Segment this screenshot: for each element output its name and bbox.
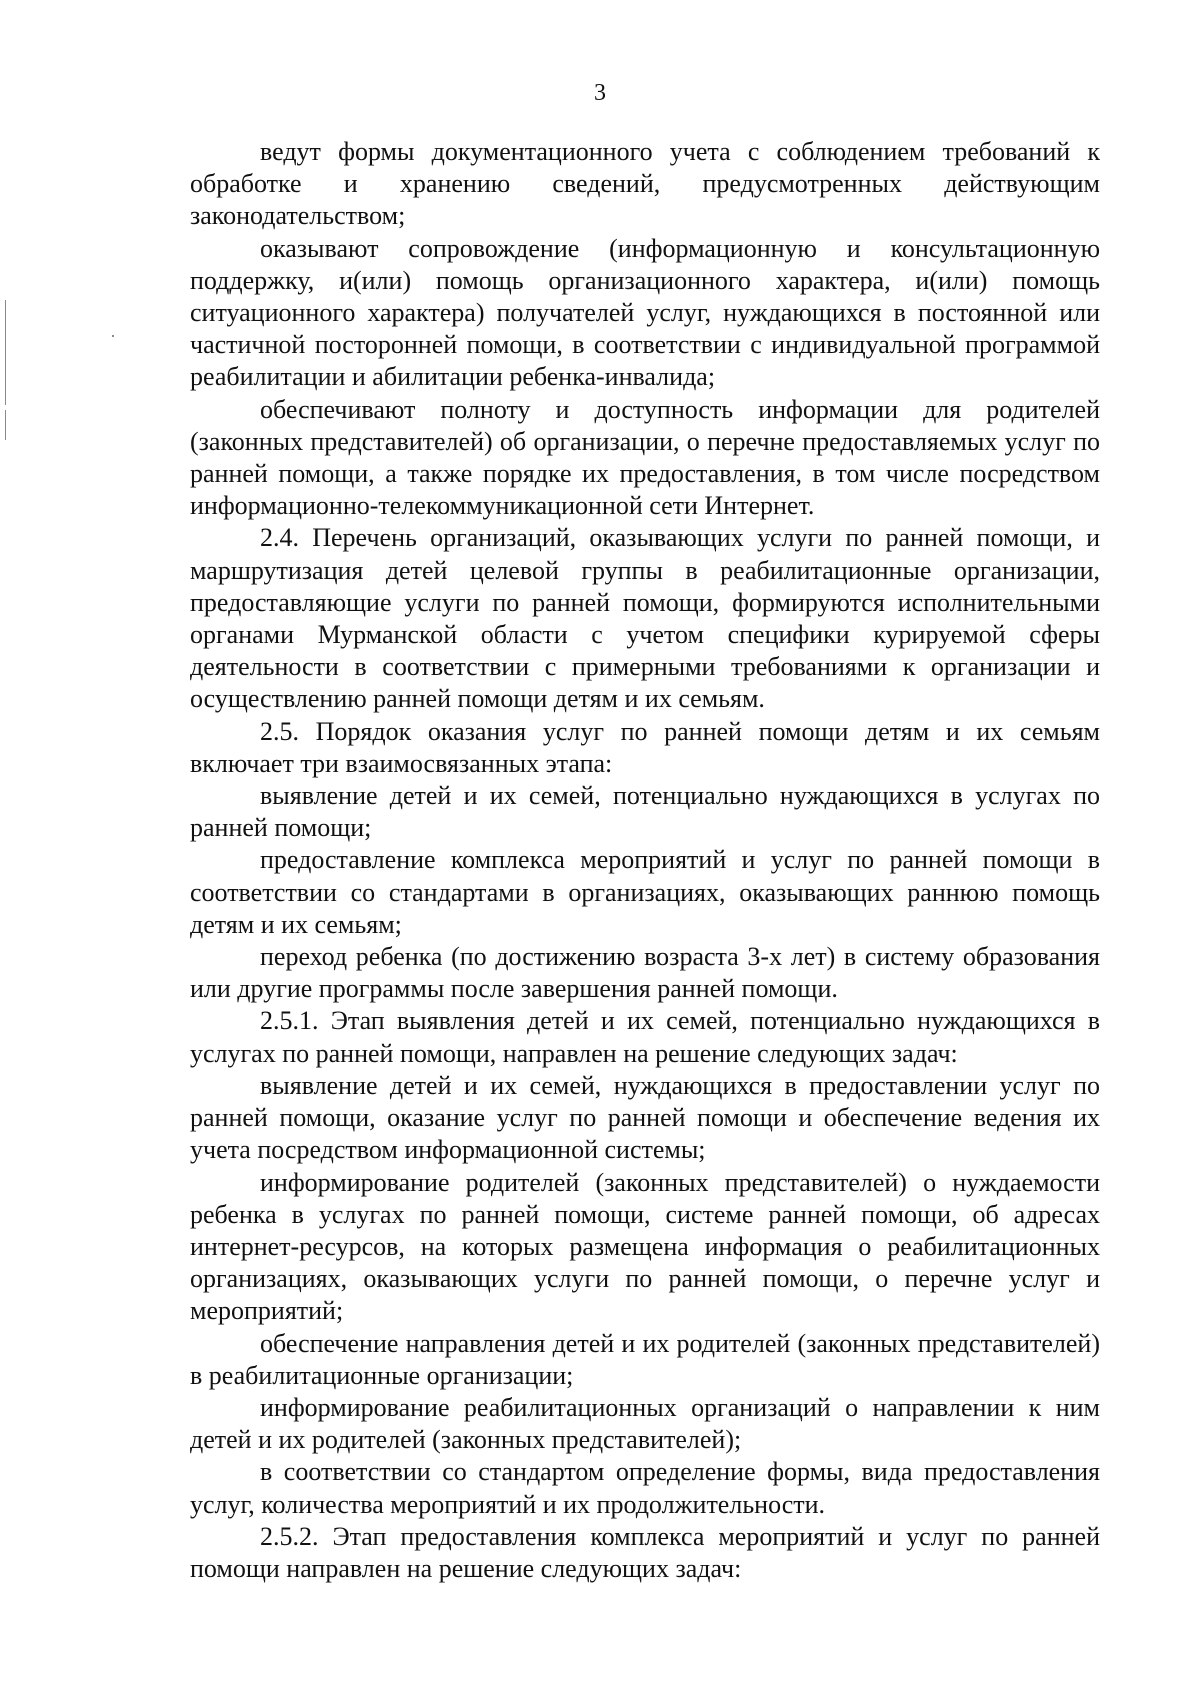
paragraph: обеспечивают полноту и доступность информации для родителей (законных представителей) об организации, о перечне предоставляемых услуг по ранней помощи, а также порядке их предоставления, в том числе посредством информационно-телекоммуникационной сети Интернет. [190,394,1100,521]
scan-speck [112,335,114,337]
page-number: 3 [594,80,606,106]
paragraph: 2.4. Перечень организаций, оказывающих услуги по ранней помощи, и маршрутизация детей целевой группы в реабилитационные организации, предоставляющие услуги по ранней помощи, формируются исполнительными органами Мурманской области с учетом специфики курируемой сферы деятельности в соответствии с примерными требованиями к организации и осуществлению ранней помощи детям и их семьям. [190,523,1100,714]
paragraph: информирование реабилитационных организаций о направлении к ним детей и их родителей (законных представителей); [190,1392,1100,1455]
paragraph: выявление детей и их семей, потенциально нуждающихся в услугах по ранней помощи; [190,781,1100,843]
paragraph: переход ребенка (по достижению возраста 3-х лет) в систему образования или другие программы после завершения ранней помощи. [190,942,1100,1004]
paragraph: 2.5. Порядок оказания услуг по ранней помощи детям и их семьям включает три взаимосвязанных этапа: [190,716,1100,778]
paragraph: предоставление комплекса мероприятий и услуг по ранней помощи в соответствии со стандартами в организациях, оказывающих раннюю помощь детям и их семьям; [190,845,1100,939]
paragraph: оказывают сопровождение (информационную и консультационную поддержку, и(или) помощь организационного характера, и(или) помощь ситуационного характера) получателей услуг, нуждающихся в постоянной или частичной посторонней помощи, в соответствии с индивидуальной программой реабилитации и абилитации ребенка-инвалида; [190,233,1100,392]
paragraph: 2.5.2. Этап предоставления комплекса мероприятий и услуг по ранней помощи направлен на решение следующих задач: [190,1521,1100,1583]
paragraph: 2.5.1. Этап выявления детей и их семей, потенциально нуждающихся в услугах по ранней помощи, направлен на решение следующих задач: [190,1006,1100,1068]
scan-margin-line [5,300,6,405]
paragraph: в соответствии со стандартом определение формы, вида предоставления услуг, количества мероприятий и их продолжительности. [190,1457,1100,1519]
paragraph: информирование родителей (законных представителей) о нуждаемости ребенка в услугах по ранней помощи, системе ранней помощи, об адресах интернет-ресурсов, на которых размещена информация о реабилитационных организациях, оказывающих услуги по ранней помощи, о перечне услуг и мероприятий; [190,1167,1100,1326]
scan-margin-line [5,410,6,440]
paragraph: выявление детей и их семей, нуждающихся в предоставлении услуг по ранней помощи, оказание услуг по ранней помощи и обеспечение ведения их учета посредством информационной системы; [190,1070,1100,1165]
body-text [190,136,1100,1585]
paragraph: ведут формы документационного учета с соблюдением требований к обработке и хранению сведений, предусмотренных действующим законодательством; [190,137,1100,231]
paragraph: обеспечение направления детей и их родителей (законных представителей) в реабилитационные организации; [190,1328,1100,1390]
